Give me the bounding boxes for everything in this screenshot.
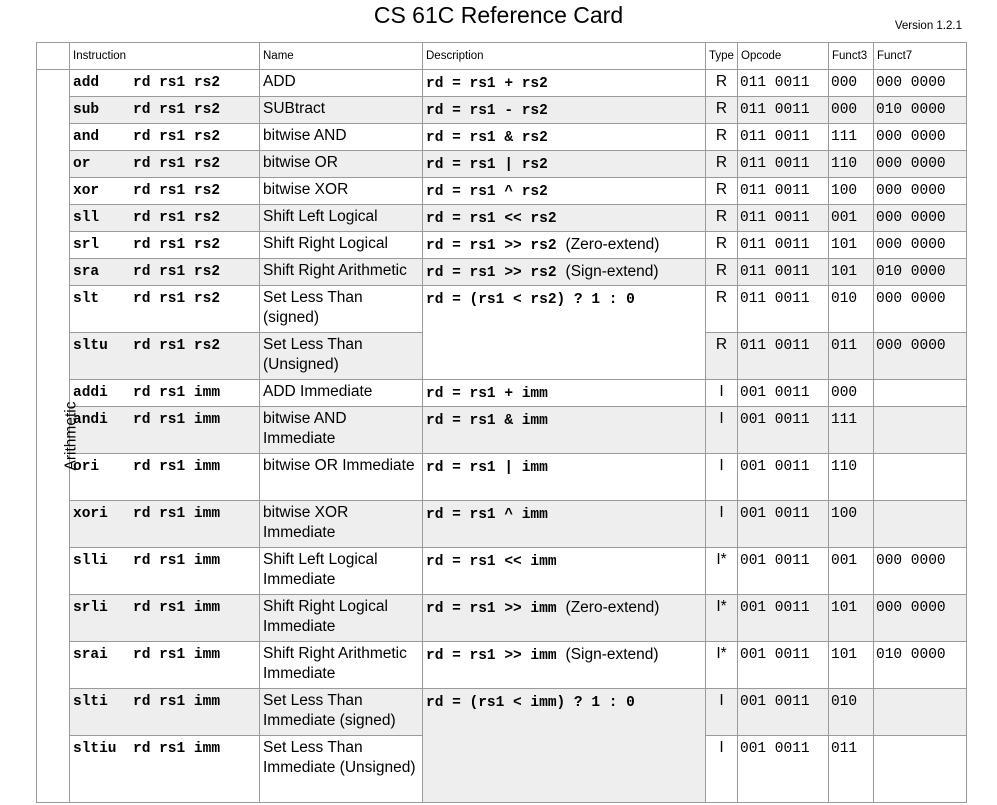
funct3-cell: 101	[829, 642, 874, 689]
funct7-cell: 000 0000	[874, 548, 967, 595]
opcode-cell: 011 0011	[738, 124, 829, 151]
table-row	[37, 151, 967, 178]
instruction-cell	[70, 259, 260, 286]
operands: rd rs1 imm	[133, 647, 221, 663]
opcode-cell: 001 0011	[738, 548, 829, 595]
operands: rd rs1 rs2	[133, 291, 221, 307]
name-cell: bitwise XOR Immediate	[260, 501, 423, 548]
name-cell: Shift Right Arithmetic	[260, 259, 423, 286]
version-label: Version 1.2.1	[894, 20, 962, 32]
operands: rd rs1 imm	[133, 385, 221, 401]
description-cell	[423, 286, 706, 380]
table-row	[37, 232, 967, 259]
mnemonic: sltiu	[73, 741, 117, 757]
description-code: rd = rs1 & rs2	[426, 130, 548, 146]
mnemonic: add	[73, 75, 100, 91]
operands: rd rs1 imm	[133, 741, 221, 757]
mnemonic: sub	[73, 102, 100, 118]
description-cell	[423, 454, 706, 501]
mnemonic: and	[73, 129, 100, 145]
operands: rd rs1 rs2	[133, 75, 221, 91]
opcode-cell: 011 0011	[738, 333, 829, 380]
type-cell: I*	[706, 642, 738, 689]
description-cell	[423, 259, 706, 286]
operands: rd rs1 rs2	[133, 156, 221, 172]
funct7-cell	[874, 501, 967, 548]
name-cell: bitwise OR	[260, 151, 423, 178]
name-cell: Set Less Than (signed)	[260, 286, 423, 333]
mnemonic: sll	[73, 210, 100, 226]
description-cell	[423, 178, 706, 205]
operands: rd rs1 imm	[133, 506, 221, 522]
funct7-cell: 010 0000	[874, 97, 967, 124]
opcode-cell: 001 0011	[738, 501, 829, 548]
instruction-cell	[70, 286, 260, 333]
mnemonic: sra	[73, 264, 100, 280]
operands: rd rs1 imm	[133, 553, 221, 569]
opcode-cell: 011 0011	[738, 205, 829, 232]
table-row	[37, 501, 967, 548]
description-code: rd = rs1 | imm	[426, 460, 548, 476]
funct7-cell: 000 0000	[874, 151, 967, 178]
funct3-cell: 000	[829, 70, 874, 97]
description-cell	[423, 380, 706, 407]
description-cell	[423, 407, 706, 454]
name-cell: Set Less Than (Unsigned)	[260, 333, 423, 380]
table-row	[37, 97, 967, 124]
type-cell: I	[706, 736, 738, 803]
opcode-cell: 011 0011	[738, 70, 829, 97]
mnemonic: slti	[73, 694, 108, 710]
mnemonic: srl	[73, 237, 100, 253]
opcode-cell: 011 0011	[738, 232, 829, 259]
opcode-cell: 011 0011	[738, 286, 829, 333]
description-code: rd = rs1 & imm	[426, 413, 548, 429]
type-cell: R	[706, 124, 738, 151]
description-cell	[423, 689, 706, 803]
type-cell: R	[706, 259, 738, 286]
type-cell: I	[706, 689, 738, 736]
instruction-cell	[70, 501, 260, 548]
funct7-cell: 000 0000	[874, 232, 967, 259]
description-code: rd = rs1 >> imm	[426, 648, 557, 664]
type-cell: R	[706, 151, 738, 178]
funct3-cell: 110	[829, 151, 874, 178]
funct7-cell	[874, 407, 967, 454]
name-cell: ADD	[260, 70, 423, 97]
description-code: rd = rs1 >> imm	[426, 601, 557, 617]
instruction-cell	[70, 70, 260, 97]
type-cell: I	[706, 407, 738, 454]
instruction-cell	[70, 454, 260, 501]
type-cell: R	[706, 70, 738, 97]
table-row	[37, 548, 967, 595]
type-cell: I*	[706, 595, 738, 642]
description-cell	[423, 232, 706, 259]
instruction-cell	[70, 642, 260, 689]
funct7-cell	[874, 689, 967, 736]
table-row	[37, 689, 967, 736]
name-cell: SUBtract	[260, 97, 423, 124]
opcode-cell: 001 0011	[738, 454, 829, 501]
type-cell: R	[706, 178, 738, 205]
table-row	[37, 595, 967, 642]
name-cell: Shift Right Arithmetic Immediate	[260, 642, 423, 689]
table-row	[37, 407, 967, 454]
instruction-cell	[70, 548, 260, 595]
type-cell: R	[706, 205, 738, 232]
description-code: rd = rs1 ^ rs2	[426, 184, 548, 200]
description-code: rd = rs1 ^ imm	[426, 507, 548, 523]
funct7-cell: 000 0000	[874, 70, 967, 97]
funct3-header: Funct3	[829, 43, 874, 70]
name-cell: ADD Immediate	[260, 380, 423, 407]
opcode-cell: 001 0011	[738, 736, 829, 803]
funct7-cell: 000 0000	[874, 124, 967, 151]
table-row	[37, 642, 967, 689]
description-cell	[423, 97, 706, 124]
description-cell	[423, 501, 706, 548]
instruction-cell	[70, 736, 260, 803]
mnemonic: srli	[73, 600, 108, 616]
name-cell: Shift Right Logical Immediate	[260, 595, 423, 642]
instruction-cell	[70, 232, 260, 259]
instruction-cell	[70, 407, 260, 454]
description-code: rd = rs1 | rs2	[426, 157, 548, 173]
table-row	[37, 454, 967, 501]
opcode-cell: 001 0011	[738, 689, 829, 736]
name-cell: Set Less Than Immediate (Unsigned)	[260, 736, 423, 803]
funct3-cell: 001	[829, 205, 874, 232]
funct7-cell: 000 0000	[874, 286, 967, 333]
opcode-header: Opcode	[738, 43, 829, 70]
funct3-cell: 111	[829, 407, 874, 454]
funct3-cell: 100	[829, 501, 874, 548]
operands: rd rs1 imm	[133, 694, 221, 710]
funct3-cell: 100	[829, 178, 874, 205]
description-code: rd = rs1 << imm	[426, 554, 557, 570]
operands: rd rs1 imm	[133, 459, 221, 475]
description-cell	[423, 70, 706, 97]
description-note: (Zero-extend)	[565, 599, 660, 616]
funct7-cell: 000 0000	[874, 178, 967, 205]
mnemonic: ori	[73, 459, 100, 475]
funct3-cell: 011	[829, 736, 874, 803]
funct3-cell: 000	[829, 380, 874, 407]
operands: rd rs1 rs2	[133, 210, 221, 226]
mnemonic: sltu	[73, 338, 108, 354]
instruction-header: Instruction	[70, 43, 260, 70]
instruction-cell	[70, 333, 260, 380]
header-row	[37, 43, 967, 70]
type-cell: R	[706, 232, 738, 259]
funct7-header: Funct7	[874, 43, 967, 70]
funct3-cell: 101	[829, 595, 874, 642]
funct7-cell	[874, 454, 967, 501]
funct3-cell: 110	[829, 454, 874, 501]
operands: rd rs1 rs2	[133, 102, 221, 118]
name-cell: bitwise XOR	[260, 178, 423, 205]
reference-table	[36, 42, 967, 803]
funct7-cell: 000 0000	[874, 333, 967, 380]
operands: rd rs1 rs2	[133, 237, 221, 253]
funct7-cell	[874, 380, 967, 407]
description-note: (Sign-extend)	[565, 646, 659, 663]
table-row	[37, 70, 967, 97]
mnemonic: slli	[73, 553, 108, 569]
operands: rd rs1 rs2	[133, 264, 221, 280]
table-row	[37, 178, 967, 205]
description-cell	[423, 124, 706, 151]
mnemonic: xori	[73, 506, 108, 522]
instruction-cell	[70, 178, 260, 205]
funct7-cell: 010 0000	[874, 259, 967, 286]
description-cell	[423, 151, 706, 178]
operands: rd rs1 rs2	[133, 338, 221, 354]
operands: rd rs1 imm	[133, 412, 221, 428]
description-cell	[423, 642, 706, 689]
name-cell: bitwise OR Immediate	[260, 454, 423, 501]
opcode-cell: 001 0011	[738, 380, 829, 407]
funct3-cell: 101	[829, 259, 874, 286]
description-header: Description	[423, 43, 706, 70]
opcode-cell: 011 0011	[738, 97, 829, 124]
mnemonic: xor	[73, 183, 100, 199]
description-note: (Zero-extend)	[565, 236, 660, 253]
type-cell: I	[706, 454, 738, 501]
type-cell: I	[706, 380, 738, 407]
category-cell	[37, 70, 80, 803]
description-code: rd = (rs1 < imm) ? 1 : 0	[426, 695, 635, 711]
funct7-cell	[874, 736, 967, 803]
opcode-cell: 011 0011	[738, 151, 829, 178]
type-header: Type	[706, 43, 738, 70]
instruction-cell	[70, 380, 260, 407]
funct7-cell: 000 0000	[874, 595, 967, 642]
funct3-cell: 010	[829, 689, 874, 736]
funct3-cell: 001	[829, 548, 874, 595]
type-cell: I	[706, 501, 738, 548]
type-cell: R	[706, 333, 738, 380]
description-code: rd = rs1 >> rs2	[426, 238, 557, 254]
description-note: (Sign-extend)	[565, 263, 659, 280]
instruction-cell	[70, 689, 260, 736]
table-row	[37, 205, 967, 232]
funct3-cell: 000	[829, 97, 874, 124]
opcode-cell: 011 0011	[738, 178, 829, 205]
funct3-cell: 111	[829, 124, 874, 151]
description-cell	[423, 548, 706, 595]
type-cell: I*	[706, 548, 738, 595]
page-title: CS 61C Reference Card	[373, 2, 624, 28]
operands: rd rs1 rs2	[133, 129, 221, 145]
opcode-cell: 001 0011	[738, 642, 829, 689]
instruction-cell	[70, 124, 260, 151]
mnemonic: andi	[73, 412, 108, 428]
opcode-cell: 011 0011	[738, 259, 829, 286]
name-header: Name	[260, 43, 423, 70]
mnemonic: or	[73, 156, 91, 172]
funct7-cell: 010 0000	[874, 642, 967, 689]
description-cell	[423, 595, 706, 642]
instruction-cell	[70, 97, 260, 124]
table-row	[37, 286, 967, 333]
type-cell: R	[706, 286, 738, 333]
funct3-cell: 011	[829, 333, 874, 380]
mnemonic: srai	[73, 647, 108, 663]
description-code: rd = rs1 << rs2	[426, 211, 557, 227]
mnemonic: slt	[73, 291, 100, 307]
table-row	[37, 259, 967, 286]
table-row	[37, 380, 967, 407]
instruction-cell	[70, 151, 260, 178]
instruction-cell	[70, 595, 260, 642]
type-cell: R	[706, 97, 738, 124]
instruction-cell	[70, 205, 260, 232]
name-cell: Shift Right Logical	[260, 232, 423, 259]
category-header	[37, 43, 70, 70]
funct3-cell: 010	[829, 286, 874, 333]
operands: rd rs1 rs2	[133, 183, 221, 199]
description-code: rd = rs1 + rs2	[426, 76, 548, 92]
description-code: rd = (rs1 < rs2) ? 1 : 0	[426, 292, 635, 308]
description-code: rd = rs1 + imm	[426, 386, 548, 402]
description-code: rd = rs1 >> rs2	[426, 265, 557, 281]
category-label: Arithmetic	[62, 401, 80, 471]
name-cell: Set Less Than Immediate (signed)	[260, 689, 423, 736]
name-cell: Shift Left Logical Immediate	[260, 548, 423, 595]
funct7-cell: 000 0000	[874, 205, 967, 232]
funct3-cell: 101	[829, 232, 874, 259]
description-code: rd = rs1 - rs2	[426, 103, 548, 119]
opcode-cell: 001 0011	[738, 407, 829, 454]
name-cell: Shift Left Logical	[260, 205, 423, 232]
description-cell	[423, 205, 706, 232]
mnemonic: addi	[73, 385, 108, 401]
name-cell: bitwise AND	[260, 124, 423, 151]
table-row	[37, 124, 967, 151]
name-cell: bitwise AND Immediate	[260, 407, 423, 454]
opcode-cell: 001 0011	[738, 595, 829, 642]
operands: rd rs1 imm	[133, 600, 221, 616]
